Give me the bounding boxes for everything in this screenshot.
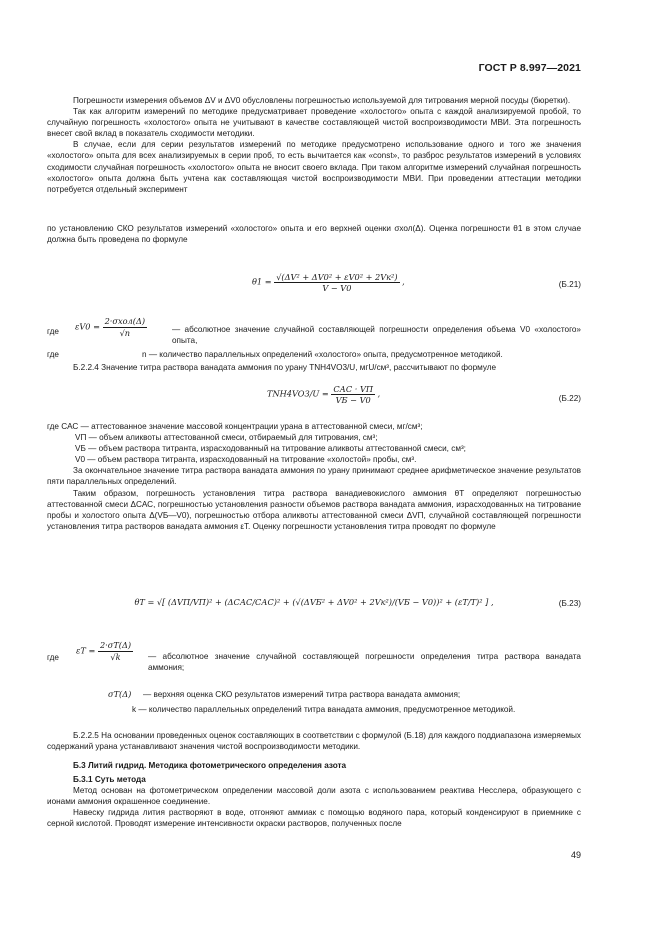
equation-b21-label: (Б.21) [558, 280, 581, 289]
equation-b23-lhs: θТ = [134, 597, 155, 607]
equation-b22-label: (Б.22) [558, 394, 581, 403]
document-standard-header: ГОСТ Р 8.997—2021 [478, 62, 581, 74]
equation-b23-body: √[ (ΔVП/VП)² + (ΔCАС/CАС)² + (√(ΔVБ² + ΔV0² + 2Vк²)/(VБ − V0))² + (εТ/T)² ] [156, 597, 489, 607]
section-heading-b3-1: Б.3.1 Суть метода [73, 775, 146, 785]
paragraph-titer-error: Таким образом, погрешность установления титра раствора ванадиевокислого аммония θТ определяют погрешностью аттестованной смеси ΔCАС, погрешностью установления разности объемов раствора ванадата аммония, израсходованных на титрование пробы и холостого опыта Δ(VБ—V0), погрешностью отбора аликвоты аттестованной смеси ΔVП, случайной составляющей погрешности установления титра растворов ванадата аммония εТ. Оценку погрешности установления титра проводят по формуле [47, 488, 581, 531]
equation-eps-v0 [75, 316, 147, 339]
section-heading-b3: Б.3 Литий гидрид. Методика фотометрического определения азота [73, 761, 347, 770]
equation-eps-v0-lhs: εV0 = [75, 321, 100, 332]
where-label-3: где [47, 653, 59, 662]
body-text-block-3 [47, 362, 581, 373]
body-text-block-4 [47, 730, 581, 752]
definition-k: k — количество параллельных определений титра ванадата аммония, предусмотренное методикой. [132, 705, 516, 714]
paragraph-method-basis: Метод основан на фотометрическом определении массовой доли азота с использованием реактива Несслера, образующего с ионами аммония окрашенное соединение. [47, 786, 581, 807]
equation-b22-fraction [331, 384, 375, 405]
equation-eps-v0-numerator: 2·σхол(Δ) [104, 316, 146, 326]
equation-b22-tail: , [377, 388, 381, 399]
equation-b21-denominator: V − V0 [322, 283, 352, 293]
definition-eps-t: — абсолютное значение случайной составляющей погрешности определения титра раствора ванадата аммония; [148, 652, 581, 672]
equation-b23-label: (Б.23) [558, 599, 581, 608]
equation-eps-t-numerator: 2·σТ(Δ) [99, 640, 132, 650]
definition-sigma-t: — верхняя оценка СКО результатов измерений титра раствора ванадата аммония; [143, 690, 461, 699]
equation-eps-v0-denominator: √n [119, 328, 131, 338]
definition-eps-v0: — абсолютное значение случайной составляющей погрешности определения объема V0 «холостого» опыта, [172, 325, 581, 345]
symbol-sigma-t: σТ(Δ) [108, 689, 132, 699]
equation-b21-tail: , [402, 276, 405, 287]
paragraph-b2-2-4: Б.2.2.4 Значение титра раствора ванадата аммония по урану TNH4VO3/U, мгU/см³, рассчитывают по формуле [73, 363, 497, 372]
page-number: 49 [570, 850, 581, 860]
definitions-b22 [47, 421, 581, 532]
definition-n: n — количество параллельных определений «холостого» опыта, предусмотренное методикой. [142, 350, 503, 359]
equation-b22 [47, 380, 581, 414]
paragraph-sample-prep: Навеску гидрида лития растворяют в воде, отгоняют аммиак с помощью водяного пара, который конденсируют в приемнике с серной кислотой. Проводят измерение интенсивности окраски растворов, полученных после [47, 808, 581, 829]
paragraph-sko-estimate: по установлению СКО результатов измерений «холостого» опыта и его верхней оценки σхол(Δ). Оценка погрешности θ1 в этом случае должна быть проведена по формуле [47, 224, 581, 245]
equation-b21-fraction [274, 272, 399, 293]
equation-b22-numerator: CАС · VП [333, 384, 373, 394]
equation-b21 [47, 262, 581, 302]
definition-vb: VБ — объем раствора титранта, израсходованный на титрование аликвоты аттестованной смеси, см³; [75, 444, 466, 454]
body-text-block-5 [47, 760, 581, 830]
equation-eps-t-lhs: εТ = [76, 645, 96, 656]
equation-b21-numerator: √(ΔV² + ΔV0² + εV0² + 2Vк²) [276, 272, 398, 282]
definition-v0: V0 — объем раствора титранта, израсходованный на титрование «холостой» пробы, см³. [75, 455, 417, 465]
body-text-block-2 [47, 223, 581, 245]
equation-b23-tail: , [490, 597, 494, 607]
equation-eps-t-denominator: √k [110, 652, 121, 662]
paragraph-blank-experiment: Так как алгоритм измерений по методике предусматривает проведение «холостого» опыта с каждой анализируемой пробой, то случайную погрешность «холостого» опыта не учитывают в качестве составляющей чистой воспроизводимости МВИ. Эта погрешность внесет свой вклад в показатель сходимости методики. [47, 107, 581, 139]
equation-b21-lhs: θ1 = [252, 276, 272, 287]
paragraph-final-titer: За окончательное значение титра раствора ванадата аммония по урану принимают среднее арифметическое значение результатов пяти параллельных определений. [47, 466, 581, 487]
equation-eps-t [76, 640, 133, 663]
definition-cac: где CАС — аттестованное значение массовой концентрации урана в аттестованной смеси, мг/см³; [47, 422, 423, 431]
equation-b23 [47, 575, 581, 635]
paragraph-b2-2-5: Б.2.2.5 На основании проведенных оценок составляющих в соответствии с формулой (Б.18) для каждого поддиапазона измеряемых содержаний урана устанавливают значения чистой воспроизводимости методики. [47, 731, 581, 752]
definition-vp: VП — объем аликвоты аттестованной смеси, отбираемый для титрования, см³; [75, 433, 378, 443]
paragraph-volume-errors: Погрешности измерения объемов ΔV и ΔV0 обусловлены погрешностью используемой для титрования мерной посуды (бюретки). [73, 96, 571, 105]
equation-eps-v0-fraction [103, 316, 147, 339]
body-text-block-1 [47, 95, 581, 195]
equation-b22-lhs: TNH4VO3/U = [267, 388, 329, 399]
equation-b22-denominator: VБ − V0 [335, 395, 371, 405]
equation-eps-t-fraction [98, 640, 133, 663]
paragraph-series-case: В случае, если для серии результатов измерений по методике предусмотрено использование одного и того же значения «холостого» опыта для всех анализируемых в серии проб, то есть вычитается как «const», то разброс результатов измерений в условиях сходимости случайная погрешность «холостого» опыта не вносит своего вклада. При таком алгоритме измерений случайная погрешность «холостого» опыта должна быть учтена как составляющая чистой воспроизводимости МВИ. При проведении аттестации методики потребуется отдельный эксперимент [47, 140, 581, 194]
where-label-1: где [47, 327, 59, 336]
where-label-2: где [47, 350, 59, 359]
